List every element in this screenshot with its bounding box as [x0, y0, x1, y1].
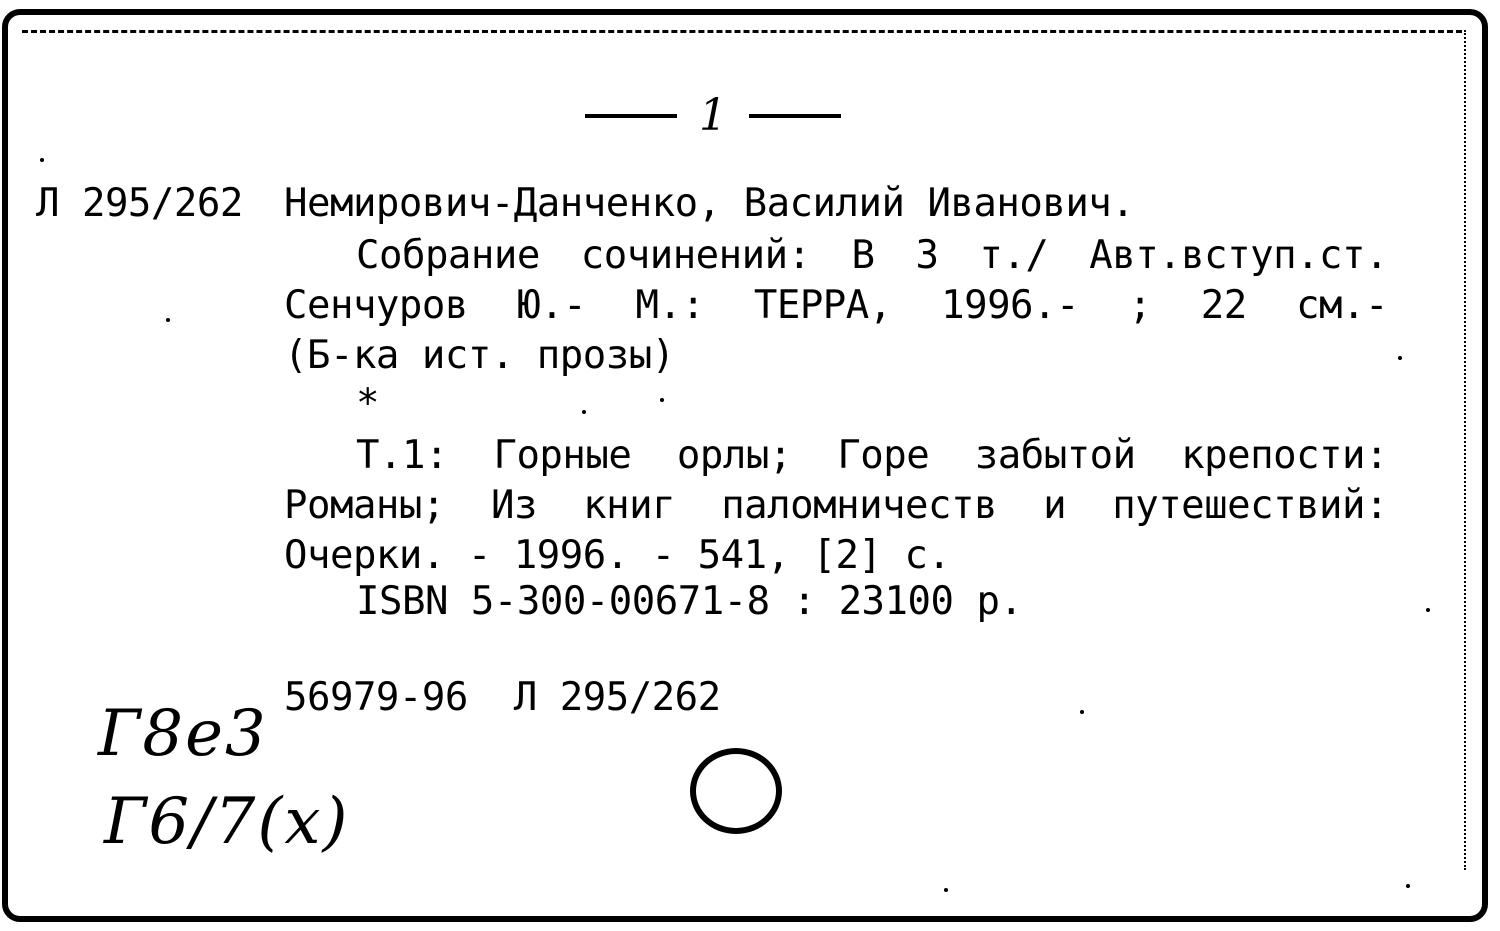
separator-asterisk: * — [356, 381, 379, 426]
card-number-left-dash — [585, 114, 677, 118]
speck — [1406, 884, 1410, 888]
speck — [1426, 608, 1430, 612]
speck — [660, 398, 664, 402]
title-line-2: Сенчуров Ю.- М.: ТЕРРА, 1996.- ; 22 см.- — [284, 283, 1388, 328]
title-line-1: Собрание сочинений: В 3 т./ Авт.вступ.ст. — [356, 233, 1388, 278]
handwritten-shelf-mark-1: Г8е3 — [98, 697, 268, 771]
speck — [1080, 710, 1084, 714]
author-heading: Немирович-Данченко, Василий Иванович. — [284, 181, 1135, 226]
isbn-price-line: ISBN 5-300-00671-8 : 23100 р. — [356, 579, 1023, 624]
card-number-right-dash — [749, 114, 841, 118]
speck — [944, 888, 948, 892]
volume-line-1: Т.1: Горные орлы; Горе забытой крепости: — [356, 433, 1388, 478]
card-number — [568, 88, 858, 144]
speck — [166, 318, 170, 322]
speck — [40, 158, 44, 162]
volume-line-2: Романы; Из книг паломничеств и путешествий: — [284, 483, 1388, 528]
speck — [582, 410, 586, 414]
right-dotted-rule — [1464, 30, 1466, 870]
series-line: (Б-ка ист. прозы) — [284, 333, 675, 378]
accession-line: 56979-96 Л 295/262 — [284, 675, 721, 720]
card-number-value: 1 — [699, 90, 727, 141]
circle-stamp — [690, 748, 782, 834]
volume-line-3: Очерки. - 1996. - 541, [2] с. — [284, 533, 951, 578]
handwritten-shelf-mark-2: Г6/7(х) — [104, 785, 350, 859]
call-number: Л 295/262 — [36, 181, 243, 226]
speck — [1398, 356, 1402, 360]
top-dashed-rule — [22, 30, 1462, 33]
